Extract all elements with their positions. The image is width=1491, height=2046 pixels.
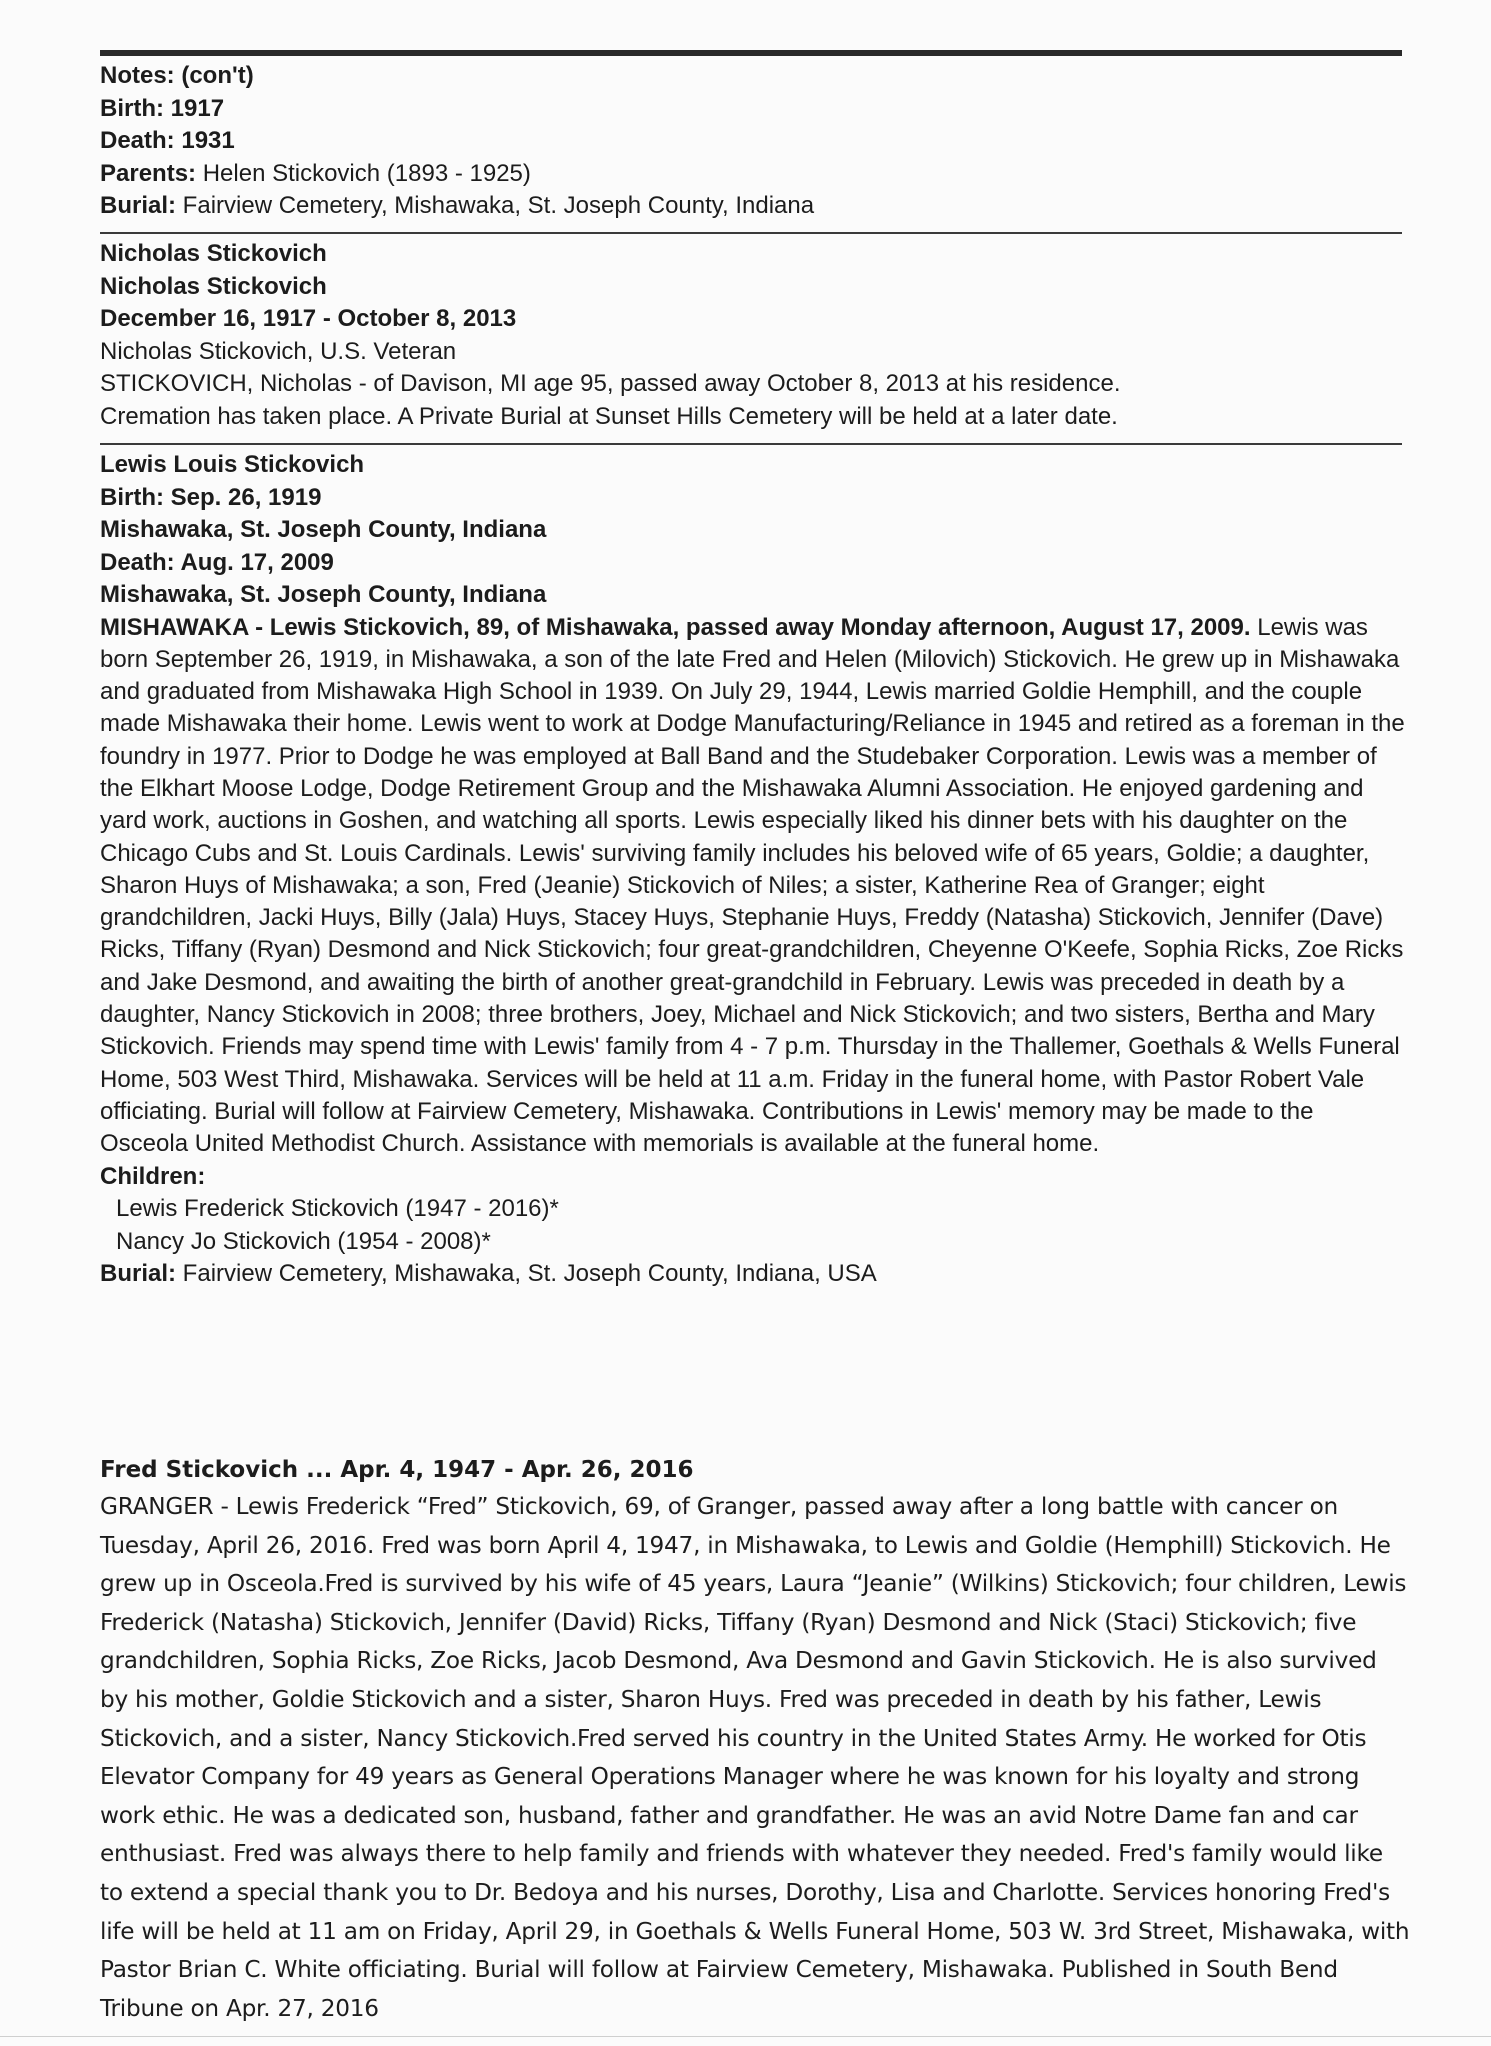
fred-heading: Fred Stickovich ... Apr. 4, 1947 - Apr. 26, 2016	[100, 1457, 694, 1483]
lewis-obituary-lead: MISHAWAKA - Lewis Stickovich, 89, of Mishawaka, passed away Monday afternoon, August 17, 2009.	[100, 613, 1251, 641]
notes-section	[100, 60, 1405, 223]
lewis-birth-place: Mishawaka, St. Joseph County, Indiana	[100, 516, 547, 543]
divider	[100, 232, 1402, 234]
lewis-death: Death: Aug. 17, 2009	[100, 548, 334, 576]
notes-death: Death: 1931	[100, 127, 235, 154]
nicholas-heading: Nicholas Stickovich	[100, 240, 327, 267]
lewis-burial: Burial: Fairview Cemetery, Mishawaka, St. Joseph County, Indiana, USA	[100, 1260, 877, 1288]
lewis-obituary-body: Lewis was born September 26, 1919, in Mishawaka, a son of the late Fred and Helen (Milovich) Stickovich. He grew up in Mishawaka and graduated from Mishawaka High School in 1939. On July 29, 1944, Lewis married Goldie Hemphill, and the couple made Mishawaka their home. Lewis went to work at Dodge Manufacturing/Reliance in 1945 and retired as a foreman in the foundry in 1977. Prior to Dodge he was employed at Ball Band and the Studebaker Corporation. Lewis was a member of the Elkhart Moose Lodge, Dodge Retirement Group and the Mishawaka Alumni Association. He enjoyed gardening and yard work, auctions in Goshen, and watching all sports. Lewis especially liked his dinner bets with his daughter on the Chicago Cubs and St. Louis Cardinals. Lewis' surviving family includes his beloved wife of 65 years, Goldie; a daughter, Sharon Huys of Mishawaka; a son, Fred (Jeanie) Stickovich of Niles; a sister, Katherine Rea of Granger; eight grandchildren, Jacki Huys, Billy (Jala) Huys, Stacey Huys, Stephanie Huys, Freddy (Natasha) Stickovich, Jennifer (Dave) Ricks, Tiffany (Ryan) Desmond and Nick Stickovich; four great-grandchildren, Cheyenne O'Keefe, Sophia Ricks, Zoe Ricks and Jake Desmond, and awaiting the birth of another great-grandchild in February. Lewis was preceded in death by a daughter, Nancy Stickovich in 2008; three brothers, Joey, Michael and Nick Stickovich; and two sisters, Bertha and Mary Stickovich. Friends may spend time with Lewis' family from 4 - 7 p.m. Thursday in the Thallemer, Goethals & Wells Funeral Home, 503 West Third, Mishawaka. Services will be held at 11 a.m. Friday in the funeral home, with Pastor Robert Vale officiating. Burial will follow at Fairview Cemetery, Mishawaka. Contributions in Lewis' memory may be made to the Osceola United Methodist Church. Assistance with memorials is available at the funeral home.	[100, 613, 1405, 1158]
page-bottom-edge	[0, 2036, 1491, 2037]
fred-obituary: GRANGER - Lewis Frederick “Fred” Stickovich, 69, of Granger, passed away after a long battle with cancer on Tuesday, April 26, 2016. Fred was born April 4, 1947, in Mishawaka, to Lewis and Goldie (Hemphill) Stickovich. He grew up in Osceola.Fred is survived by his wife of 45 years, Laura “Jeanie” (Wilkins) Stickovich; four children, Lewis Frederick (Natasha) Stickovich, Jennifer (David) Ricks, Tiffany (Ryan) Desmond and Nick (Staci) Stickovich; five grandchildren, Sophia Ricks, Zoe Ricks, Jacob Desmond, Ava Desmond and Gavin Stickovich. He is also survived by his mother, Goldie Stickovich and a sister, Sharon Huys. Fred was preceded in death by his father, Lewis Stickovich, and a sister, Nancy Stickovich.Fred served his country in the United States Army. He worked for Otis Elevator Company for 49 years as General Operations Manager where he was known for his loyalty and strong work ethic. He was a dedicated son, husband, father and grandfather. He was an avid Notre Dame fan and car enthusiast. Fred was always there to help family and friends with whatever they needed. Fred's family would like to extend a special thank you to Dr. Bedoya and his nurses, Dorothy, Lisa and Charlotte. Services honoring Fred's life will be held at 11 am on Friday, April 29, in Goethals & Wells Funeral Home, 503 W. 3rd Street, Mishawaka, with Pastor Brian C. White officiating. Burial will follow at Fairview Cemetery, Mishawaka. Published in South Bend Tribune on Apr. 27, 2016	[100, 1493, 1410, 2022]
nicholas-obit-line1: STICKOVICH, Nicholas - of Davison, MI age 95, passed away October 8, 2013 at his residence.	[100, 370, 1121, 397]
fred-section	[100, 1452, 1410, 2028]
lewis-heading: Lewis Louis Stickovich	[100, 451, 365, 478]
notes-heading: Notes: (con't)	[100, 62, 254, 89]
nicholas-section	[100, 238, 1405, 433]
nicholas-name: Nicholas Stickovich	[100, 272, 327, 300]
notes-burial: Burial: Fairview Cemetery, Mishawaka, St. Joseph County, Indiana	[100, 192, 815, 219]
lewis-child: Lewis Frederick Stickovich (1947 - 2016)*	[116, 1195, 559, 1223]
lewis-section	[100, 449, 1405, 1291]
nicholas-veteran: Nicholas Stickovich, U.S. Veteran	[100, 337, 457, 365]
lewis-children-label: Children:	[100, 1162, 206, 1190]
notes-parents: Parents: Helen Stickovich (1893 - 1925)	[100, 159, 531, 187]
nicholas-obit-line2: Cremation has taken place. A Private Burial at Sunset Hills Cemetery will be held at a later date.	[100, 402, 1118, 430]
top-divider	[100, 50, 1402, 56]
divider	[100, 443, 1402, 445]
notes-birth: Birth: 1917	[100, 94, 225, 122]
nicholas-dates: December 16, 1917 - October 8, 2013	[100, 305, 517, 332]
lewis-child: Nancy Jo Stickovich (1954 - 2008)*	[116, 1227, 491, 1255]
lewis-birth: Birth: Sep. 26, 1919	[100, 483, 322, 511]
lewis-obituary	[100, 612, 1405, 1161]
lewis-death-place: Mishawaka, St. Joseph County, Indiana	[100, 581, 547, 608]
